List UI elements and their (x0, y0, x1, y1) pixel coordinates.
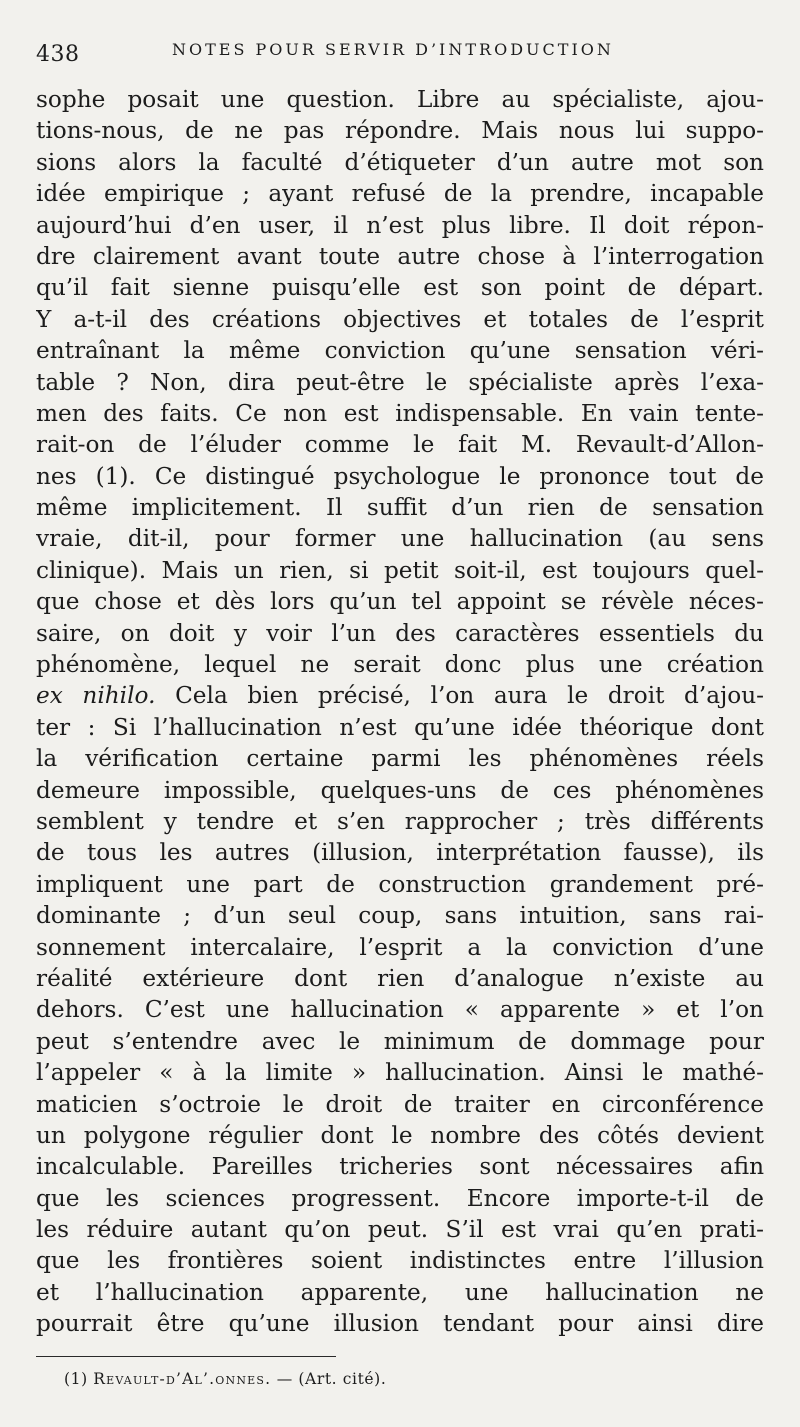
text-line: même implicitement. Il suffit d’un rien de sensation (36, 494, 764, 522)
text-line: idée empirique ; ayant refusé de la prendre, incapable (36, 180, 764, 208)
text-line: men des faits. Ce non est indispensable. En vain tente- (36, 399, 764, 427)
text-line: sonnement intercalaire, l’esprit a la conviction d’une (36, 933, 764, 961)
text-line: dominante ; d’un seul coup, sans intuition, sans rai- (36, 902, 764, 930)
text-line: l’appeler « à la limite » hallucination. Ainsi le mathé- (36, 1059, 764, 1087)
text-line: semblent y tendre et s’en rapprocher ; très différents (36, 807, 764, 835)
text-line: qu’il fait sienne puisqu’elle est son point de départ. (36, 274, 764, 302)
text-line: entraînant la même conviction qu’une sensation véri- (36, 337, 764, 365)
text-line: dre clairement avant toute autre chose à l’interrogation (36, 242, 764, 270)
body-text (36, 84, 764, 1340)
text-line: un polygone régulier dont le nombre des côtés devient (36, 1121, 764, 1149)
page-number: 438 (36, 42, 80, 67)
text-line: aujourd’hui d’en user, il n’est plus libre. Il doit répon- (36, 211, 764, 239)
text-line: dehors. C’est une hallucination « apparente » et l’on (36, 996, 764, 1024)
text-line: table ? Non, dira peut-être le spécialiste après l’exa- (36, 368, 764, 396)
footnote-divider (36, 1356, 336, 1357)
text-line: tions-nous, de ne pas répondre. Mais nous lui suppo- (36, 117, 764, 145)
text-line: saire, on doit y voir l’un des caractères essentiels du (36, 619, 764, 647)
footnote (64, 1370, 386, 1388)
text-line: réalité extérieure dont rien d’analogue n’existe au (36, 964, 764, 992)
text-line: sions alors la faculté d’étiqueter d’un autre mot son (36, 148, 764, 176)
text-line: de tous les autres (illusion, interprétation fausse), ils (36, 839, 764, 867)
text-line: que les frontières soient indistinctes entre l’illusion (36, 1247, 764, 1275)
text-line: ter : Si l’hallucination n’est qu’une idée théorique dont (36, 713, 764, 741)
footnote-author: Revault-d’Al’.onnes. (93, 1370, 272, 1388)
text-line: nes (1). Ce distingué psychologue le prononce tout de (36, 462, 764, 490)
footnote-citation: — (Art. cité). (276, 1370, 387, 1388)
text-line: peut s’entendre avec le minimum de dommage pour (36, 1027, 764, 1055)
text-line: phénomène, lequel ne serait donc plus une création (36, 651, 764, 679)
text-line: que chose et dès lors qu’un tel appoint se révèle néces- (36, 588, 764, 616)
italic-phrase: ex nihilo. (36, 682, 156, 710)
line-rest: Cela bien précisé, l’on aura le droit d’ajou- (175, 682, 764, 710)
text-line: demeure impossible, quelques-uns de ces phénomènes (36, 776, 764, 804)
text-line: pourrait être qu’une illusion tendant pour ainsi dire (36, 1310, 764, 1338)
text-line: rait-on de l’éluder comme le fait M. Revault-d’Allon- (36, 431, 764, 459)
text-line: les réduire autant qu’on peut. S’il est vrai qu’en prati- (36, 1216, 764, 1244)
text-line: maticien s’octroie le droit de traiter en circonférence (36, 1090, 764, 1118)
text-line: impliquent une part de construction grandement pré- (36, 870, 764, 898)
footnote-marker: (1) (64, 1370, 88, 1388)
running-title: NOTES POUR SERVIR D’INTRODUCTION (172, 40, 614, 59)
text-line: sophe posait une question. Libre au spécialiste, ajou- (36, 86, 764, 113)
text-line: la vérification certaine parmi les phénomènes réels (36, 745, 764, 773)
text-line: incalculable. Pareilles tricheries sont nécessaires afin (36, 1153, 764, 1181)
text-line: Y a-t-il des créations objectives et totales de l’esprit (36, 305, 764, 333)
text-line: clinique). Mais un rien, si petit soit-il, est toujours quel- (36, 556, 764, 584)
text-line: vraie, dit-il, pour former une hallucination (au sens (36, 525, 764, 553)
text-line: et l’hallucination apparente, une hallucination ne (36, 1278, 764, 1306)
text-line-italic (36, 680, 764, 711)
page-header (36, 36, 764, 66)
text-line: que les sciences progressent. Encore importe-t-il de (36, 1184, 764, 1212)
